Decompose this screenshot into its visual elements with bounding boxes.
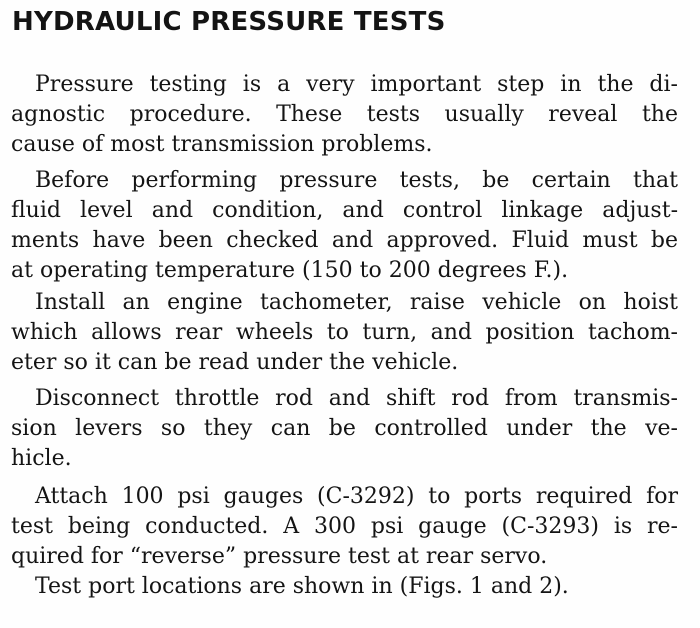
text-line: Attach 100 psi gauges (C-3292) to ports required for [35,484,678,509]
text-line: cause of most transmission problems. [11,132,433,157]
text-line: sion levers so they can be controlled under the ve- [11,416,678,441]
text-line: quired for “reverse” pressure test at rear servo. [11,544,548,569]
text-line: hicle. [11,446,72,471]
paragraph-install-tachometer [11,288,678,378]
text-line: Disconnect throttle rod and shift rod from transmis- [35,386,678,411]
text-line: which allows rear wheels to turn, and position tachom- [11,320,678,345]
section-heading: HYDRAULIC PRESSURE TESTS [12,7,446,37]
text-line: test being conducted. A 300 psi gauge (C-3293) is re- [11,514,678,539]
paragraph-test-port-locations [11,572,678,602]
text-line: Before performing pressure tests, be certain that [35,168,678,193]
text-line: agnostic procedure. These tests usually reveal the [11,102,678,127]
paragraph-before-performing [11,166,678,286]
text-line: at operating temperature (150 to 200 degrees F.). [11,258,569,283]
text-line: fluid level and condition, and control linkage adjust- [11,198,678,223]
paragraph-pressure-testing [11,70,678,160]
paragraph-attach-gauges [11,482,678,572]
text-line: Pressure testing is a very important step in the di- [35,72,678,97]
paragraph-disconnect-rods [11,384,678,474]
text-line: Install an engine tachometer, raise vehicle on hoist [35,290,678,315]
text-line: eter so it can be read under the vehicle. [11,350,459,375]
text-line: Test port locations are shown in (Figs. 1 and 2). [35,574,569,599]
text-line: ments have been checked and approved. Fluid must be [11,228,678,253]
